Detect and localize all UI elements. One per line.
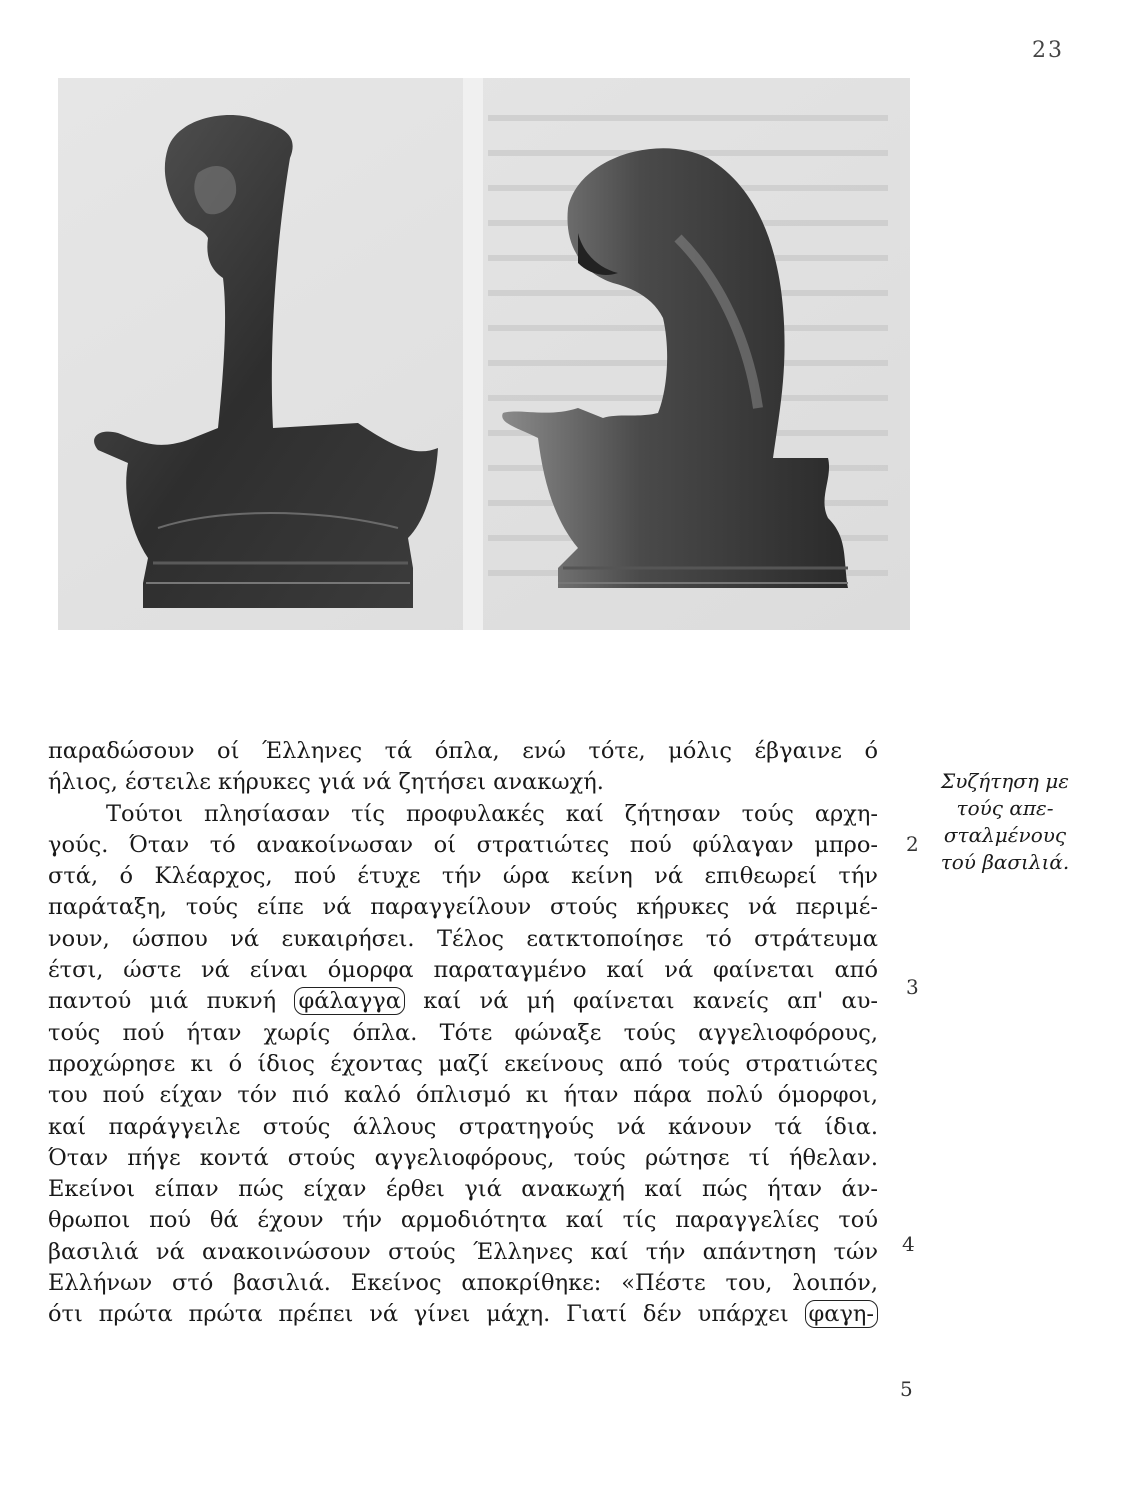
verse-number: 2 (906, 832, 919, 856)
margin-note (930, 768, 1080, 876)
text-line: του πού είχαν τόν πιό καλό όπλισμό κι ήταν πάρα πολύ όμορφοι, (48, 1082, 878, 1109)
text-line: βασιλιά νά ανακοινώσουν στούς Έλληνες καί τήν απάντηση τών (48, 1238, 878, 1265)
text-line: θρωποι πού θά έχουν τήν αρμοδιότητα καί τίς παραγγελίες τού (48, 1207, 878, 1234)
margin-note-line: τού βασιλιά. (940, 850, 1070, 874)
verse-number: 5 (900, 1377, 913, 1401)
text-line: Όταν πήγε κοντά στούς αγγελιοφόρους, τούς ρώτησε τί ήθελαν. (48, 1144, 878, 1171)
text-line: παραδώσουν οί Έλληνες τά όπλα, ενώ τότε, μόλις έβγαινε ό (48, 738, 878, 764)
photo-image (58, 78, 910, 630)
margin-note-line: σταλμένους (943, 823, 1067, 847)
text-fragment: καί νά μή φαίνεται κανείς απ' αυ- (423, 988, 879, 1015)
text-line: στά, ό Κλέαρχος, πού έτυχε τήν ώρα κείνη νά επιθεωρεί τήν (48, 863, 878, 890)
page-number: 23 (1032, 38, 1064, 63)
text-line: γούς. Όταν τό ανακοίνωσαν οί στρατιώτες πού φύλαγαν μπρο- (48, 831, 878, 858)
verse-number: 3 (906, 975, 919, 999)
text-line: Εκείνοι είπαν πώς είχαν έρθει γιά ανακωχή καί πώς ήταν άν- (48, 1176, 878, 1203)
text-line: παράταξη, τούς είπε νά παραγγείλουν στούς κήρυκες νά περιμέ- (48, 894, 878, 921)
text-line (48, 986, 878, 1017)
photograph (58, 78, 910, 630)
text-line: νουν, ώσπου νά ευκαιρήσει. Τέλος εατκτοποίησε τό στράτευμα (48, 925, 878, 952)
text-line: προχώρησε κι ό ίδιος έχοντας μαζί εκείνους από τούς στρατιώτες (48, 1050, 878, 1077)
text-line: έτσι, ώστε νά είναι όμορφα παραταγμένο καί νά φαίνεται από (48, 957, 878, 984)
text-line: τούς πού ήταν χωρίς όπλα. Τότε φώναξε τούς αγγελιοφόρους, (48, 1019, 878, 1046)
body-text (48, 736, 878, 1331)
text-line: Τούτοι πλησίασαν τίς προφυλακές καί ζήτησαν τούς αρχη- (106, 800, 878, 827)
text-line: καί παράγγειλε στούς άλλους στρατηγούς νά κάνουν τά ίδια. (48, 1113, 878, 1140)
margin-note-line: Συζήτηση με (941, 769, 1069, 793)
text-fragment: ότι πρώτα πρώτα πρέπει νά γίνει μάχη. Γιατί δέν υπάρχει (48, 1301, 789, 1328)
circled-word: φαγη- (805, 1300, 878, 1328)
text-fragment: παντού μιά πυκνή (48, 988, 277, 1015)
circled-word: φάλαγγα (294, 987, 405, 1015)
text-line (48, 1299, 878, 1330)
text-line: Ελλήνων στό βασιλιά. Εκείνος αποκρίθηκε: «Πέστε του, λοιπόν, (48, 1270, 878, 1297)
margin-note-line: τούς απε- (956, 796, 1054, 820)
text-line: ήλιος, έστειλε κήρυκες γιά νά ζητήσει ανακωχή. (48, 769, 604, 796)
verse-number: 4 (902, 1232, 915, 1256)
